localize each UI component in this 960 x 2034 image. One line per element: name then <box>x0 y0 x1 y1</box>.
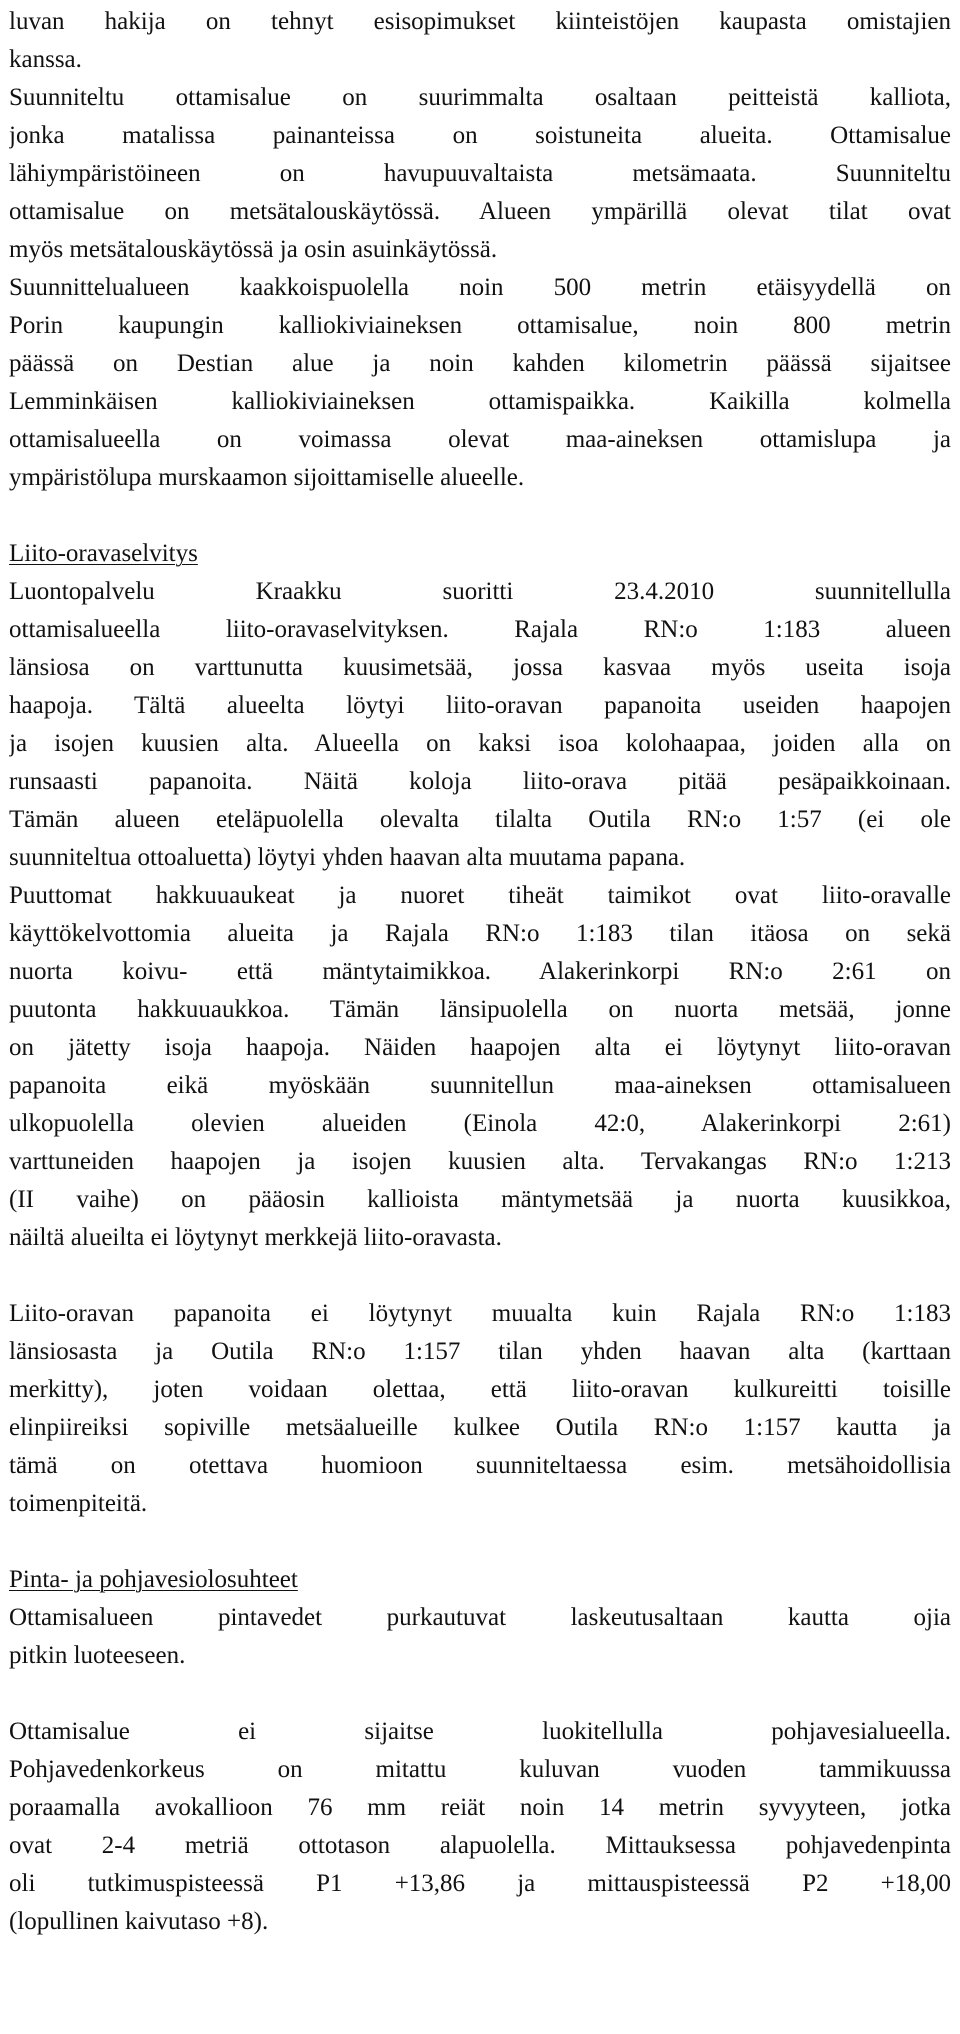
text-line: Pohjavedenkorkeus on mitattu kuluvan vuoden tammikuussa <box>9 1756 951 1783</box>
intro-paragraph <box>9 0 951 497</box>
pohjavesi-paragraph <box>9 1713 951 1941</box>
text-line: ovat 2-4 metriä ottotason alapuolella. Mittauksessa pohjavedenpinta <box>9 1832 951 1859</box>
pintavesi-paragraph <box>9 1599 951 1675</box>
liito-orava-conclusion-paragraph <box>9 1295 951 1523</box>
text-line: Lemminkäisen kalliokiviaineksen ottamispaikka. Kaikilla kolmella <box>9 388 951 415</box>
text-line: ottamisalueella on voimassa olevat maa-aineksen ottamislupa ja <box>9 426 951 453</box>
text-line: näiltä alueilta ei löytynyt merkkejä liito-oravasta. <box>9 1224 502 1251</box>
text-line: Tämän alueen eteläpuolella olevalta tilalta Outila RN:o 1:57 (ei ole <box>9 806 951 833</box>
text-line: runsaasti papanoita. Näitä koloja liito-orava pitää pesäpaikkoinaan. <box>9 768 951 795</box>
text-line: ympäristölupa murskaamon sijoittamiselle alueelle. <box>9 464 525 491</box>
text-line: oli tutkimuspisteessä P1 +13,86 ja mittauspisteessä P2 +18,00 <box>9 1870 951 1897</box>
paragraph-gap <box>9 497 951 535</box>
text-line: on jätetty isoja haapoja. Näiden haapojen alta ei löytynyt liito-oravan <box>9 1034 951 1061</box>
text-line: ja isojen kuusien alta. Alueella on kaksi isoa kolohaapaa, joiden alla on <box>9 730 951 757</box>
text-line: Liito-oravan papanoita ei löytynyt muualta kuin Rajala RN:o 1:183 <box>9 1300 951 1327</box>
text-line: Luontopalvelu Kraakku suoritti 23.4.2010 suunnitellulla <box>9 578 951 605</box>
text-line: pitkin luoteeseen. <box>9 1642 186 1669</box>
section-heading-liito-oravaselvitys: Liito-oravaselvitys <box>9 540 198 567</box>
paragraph-gap <box>9 1257 951 1295</box>
document-page <box>9 0 951 1941</box>
text-line: luvan hakija on tehnyt esisopimukset kiinteistöjen kaupasta omistajien <box>9 8 951 35</box>
section-heading-pinta-ja-pohjavesiolosuhteet: Pinta- ja pohjavesiolosuhteet <box>9 1566 298 1593</box>
text-line: varttuneiden haapojen ja isojen kuusien alta. Tervakangas RN:o 1:213 <box>9 1148 951 1175</box>
text-line: ottamisalue on metsätalouskäytössä. Alueen ympärillä olevat tilat ovat <box>9 198 951 225</box>
paragraph-gap <box>9 1675 951 1713</box>
liito-orava-paragraph <box>9 573 951 1257</box>
text-line: jonka matalissa painanteissa on soistuneita alueita. Ottamisalue <box>9 122 951 149</box>
text-line: lähiympäristöineen on havupuuvaltaista metsämaata. Suunniteltu <box>9 160 951 187</box>
text-line: Ottamisalueen pintavedet purkautuvat laskeutusaltaan kautta ojia <box>9 1604 951 1631</box>
text-line: Ottamisalue ei sijaitse luokitellulla pohjavesialueella. <box>9 1718 951 1745</box>
text-line: länsiosasta ja Outila RN:o 1:157 tilan yhden haavan alta (karttaan <box>9 1338 951 1365</box>
text-line: merkitty), joten voidaan olettaa, että liito-oravan kulkureitti toisille <box>9 1376 951 1403</box>
text-line: kanssa. <box>9 46 82 73</box>
text-line: myös metsätalouskäytössä ja osin asuinkäytössä. <box>9 236 498 263</box>
text-line: käyttökelvottomia alueita ja Rajala RN:o 1:183 tilan itäosa on sekä <box>9 920 951 947</box>
text-line: suunniteltua ottoaluetta) löytyi yhden haavan alta muutama papana. <box>9 844 686 871</box>
text-line: nuorta koivu- että mäntytaimikkoa. Alakerinkorpi RN:o 2:61 on <box>9 958 951 985</box>
text-line: Porin kaupungin kalliokiviaineksen ottamisalue, noin 800 metrin <box>9 312 951 339</box>
text-line: (lopullinen kaivutaso +8). <box>9 1908 269 1935</box>
text-line: toimenpiteitä. <box>9 1490 148 1517</box>
paragraph-gap <box>9 1523 951 1561</box>
text-line: haapoja. Tältä alueelta löytyi liito-oravan papanoita useiden haapojen <box>9 692 951 719</box>
text-line: Suunniteltu ottamisalue on suurimmalta osaltaan peitteistä kalliota, <box>9 84 951 111</box>
text-line: elinpiireiksi sopiville metsäalueille kulkee Outila RN:o 1:157 kautta ja <box>9 1414 951 1441</box>
text-line: ulkopuolella olevien alueiden (Einola 42:0, Alakerinkorpi 2:61) <box>9 1110 951 1137</box>
text-line: puutonta hakkuuaukkoa. Tämän länsipuolella on nuorta metsää, jonne <box>9 996 951 1023</box>
text-line: länsiosa on varttunutta kuusimetsää, jossa kasvaa myös useita isoja <box>9 654 951 681</box>
text-line: ottamisalueella liito-oravaselvityksen. Rajala RN:o 1:183 alueen <box>9 616 951 643</box>
text-line: tämä on otettava huomioon suunniteltaessa esim. metsähoidollisia <box>9 1452 951 1479</box>
text-line: (II vaihe) on pääosin kallioista mäntymetsää ja nuorta kuusikkoa, <box>9 1186 951 1213</box>
text-line: Puuttomat hakkuuaukeat ja nuoret tiheät taimikot ovat liito-oravalle <box>9 882 951 909</box>
text-line: papanoita eikä myöskään suunnitellun maa-aineksen ottamisalueen <box>9 1072 951 1099</box>
text-line: päässä on Destian alue ja noin kahden kilometrin päässä sijaitsee <box>9 350 951 377</box>
text-line: Suunnittelualueen kaakkoispuolella noin 500 metrin etäisyydellä on <box>9 274 951 301</box>
text-line: poraamalla avokallioon 76 mm reiät noin 14 metrin syvyyteen, jotka <box>9 1794 951 1821</box>
